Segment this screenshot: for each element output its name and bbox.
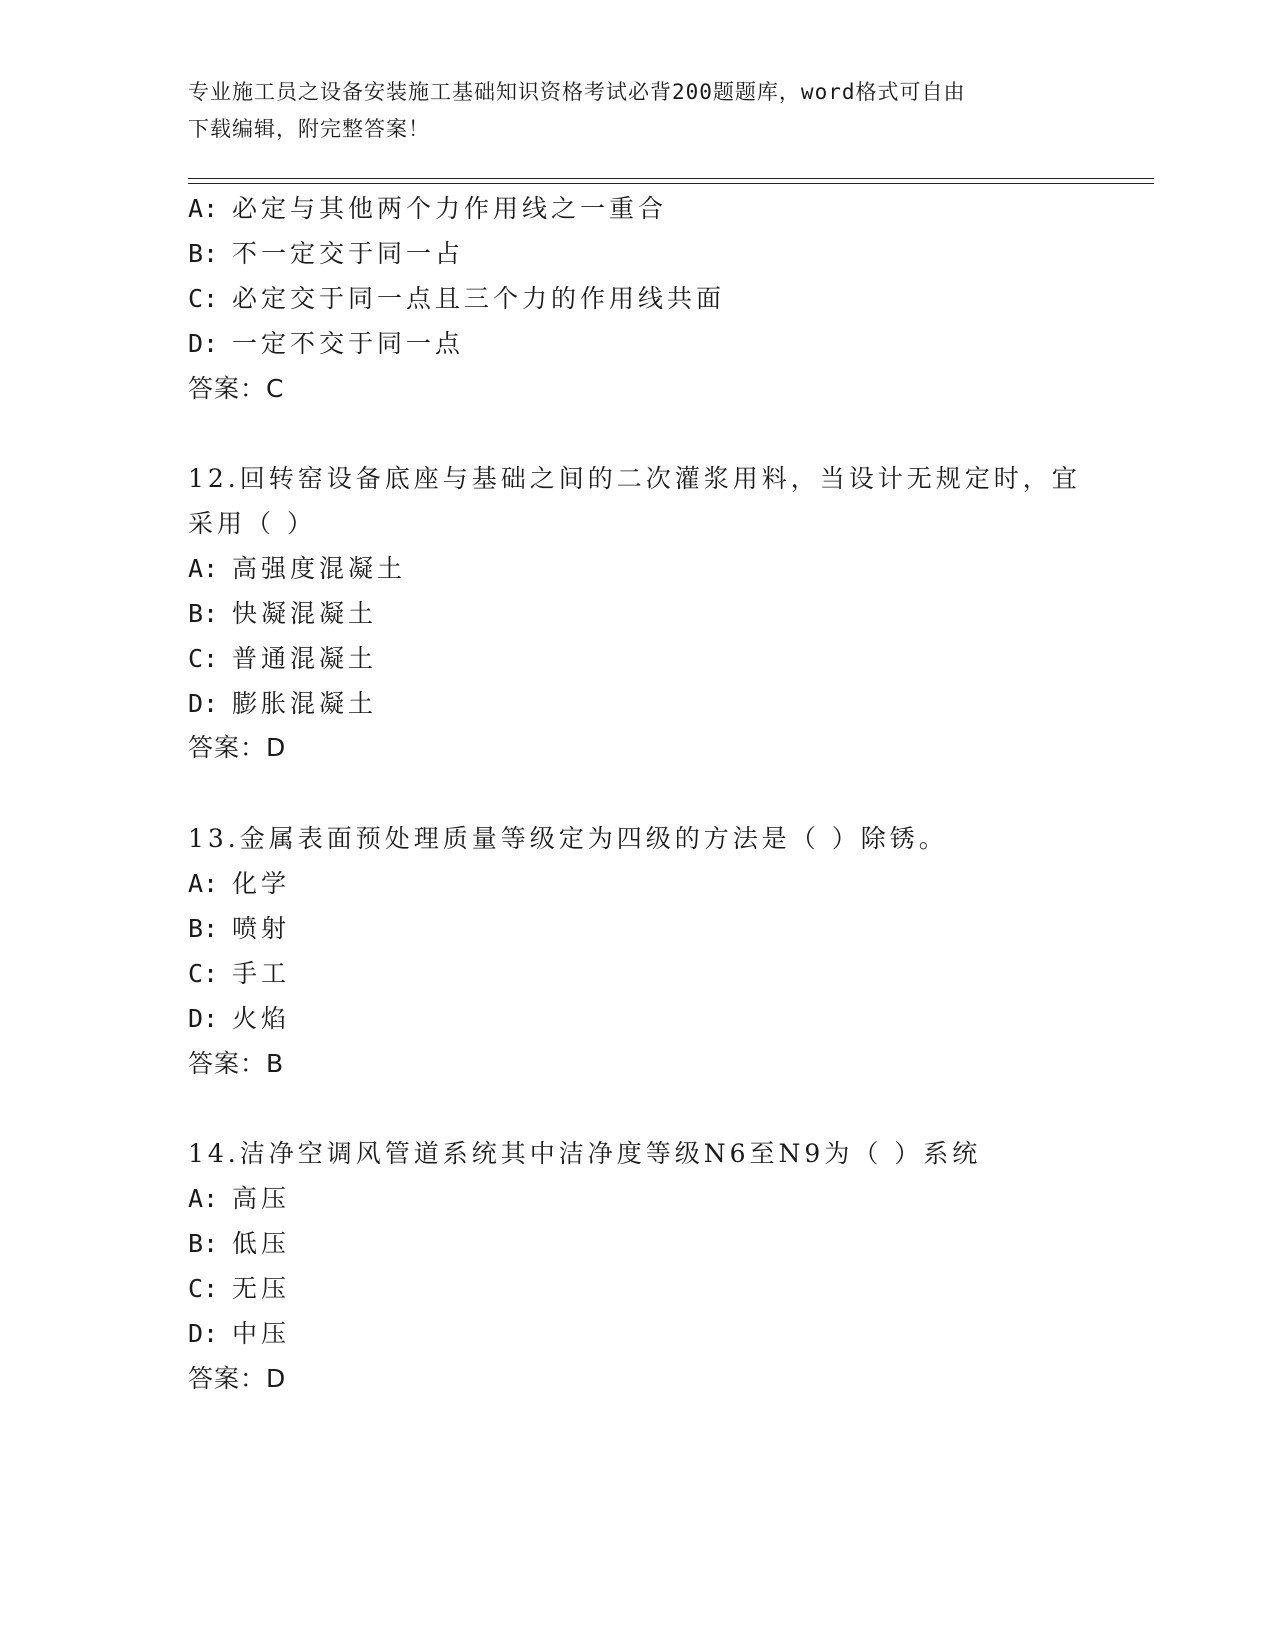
q14-question-line-1: 14.洁净空调风管道系统其中洁净度等级N6至N9为（ ）系统 bbox=[188, 1139, 982, 1168]
header-line-1: 专业施工员之设备安装施工基础知识资格考试必背200题题库，word格式可自由 bbox=[188, 80, 966, 104]
q12-option-d: D: 膨胀混凝土 bbox=[188, 689, 378, 718]
q13-option-d: D: 火焰 bbox=[188, 1004, 291, 1033]
q12-option-a: A: 高强度混凝土 bbox=[188, 554, 407, 583]
q14-option-a: A: 高压 bbox=[188, 1184, 291, 1213]
header-line-2: 下载编辑，附完整答案！ bbox=[188, 117, 430, 141]
q11-option-a: A: 必定与其他两个力作用线之一重合 bbox=[188, 194, 668, 223]
q14-option-d: D: 中压 bbox=[188, 1319, 291, 1348]
q14-option-b: B: 低压 bbox=[188, 1229, 291, 1258]
q13-option-c: C: 手工 bbox=[188, 959, 291, 988]
q13-option-b: B: 喷射 bbox=[188, 914, 291, 943]
q14-answer: 答案：D bbox=[188, 1364, 287, 1393]
header-divider-top bbox=[188, 178, 1154, 179]
header-divider-bottom bbox=[188, 183, 1154, 184]
q11-option-c: C: 必定交于同一点且三个力的作用线共面 bbox=[188, 284, 726, 313]
q12-answer: 答案：D bbox=[188, 733, 287, 762]
q11-answer: 答案：C bbox=[188, 374, 285, 403]
q11-option-b: B: 不一定交于同一占 bbox=[188, 239, 465, 268]
q13-answer: 答案：B bbox=[188, 1049, 285, 1078]
q12-question-line-1: 12.回转窑设备底座与基础之间的二次灌浆用料，当设计无规定时，宜 bbox=[188, 464, 1081, 493]
q13-question-line-1: 13.金属表面预处理质量等级定为四级的方法是（ ）除锈。 bbox=[188, 824, 948, 853]
q14-option-c: C: 无压 bbox=[188, 1274, 291, 1303]
q12-option-b: B: 快凝混凝土 bbox=[188, 599, 378, 628]
q12-option-c: C: 普通混凝土 bbox=[188, 644, 378, 673]
q12-question-line-2: 采用（ ） bbox=[188, 509, 316, 538]
q13-option-a: A: 化学 bbox=[188, 869, 291, 898]
document-header bbox=[188, 74, 1068, 148]
q11-option-d: D: 一定不交于同一点 bbox=[188, 329, 465, 358]
